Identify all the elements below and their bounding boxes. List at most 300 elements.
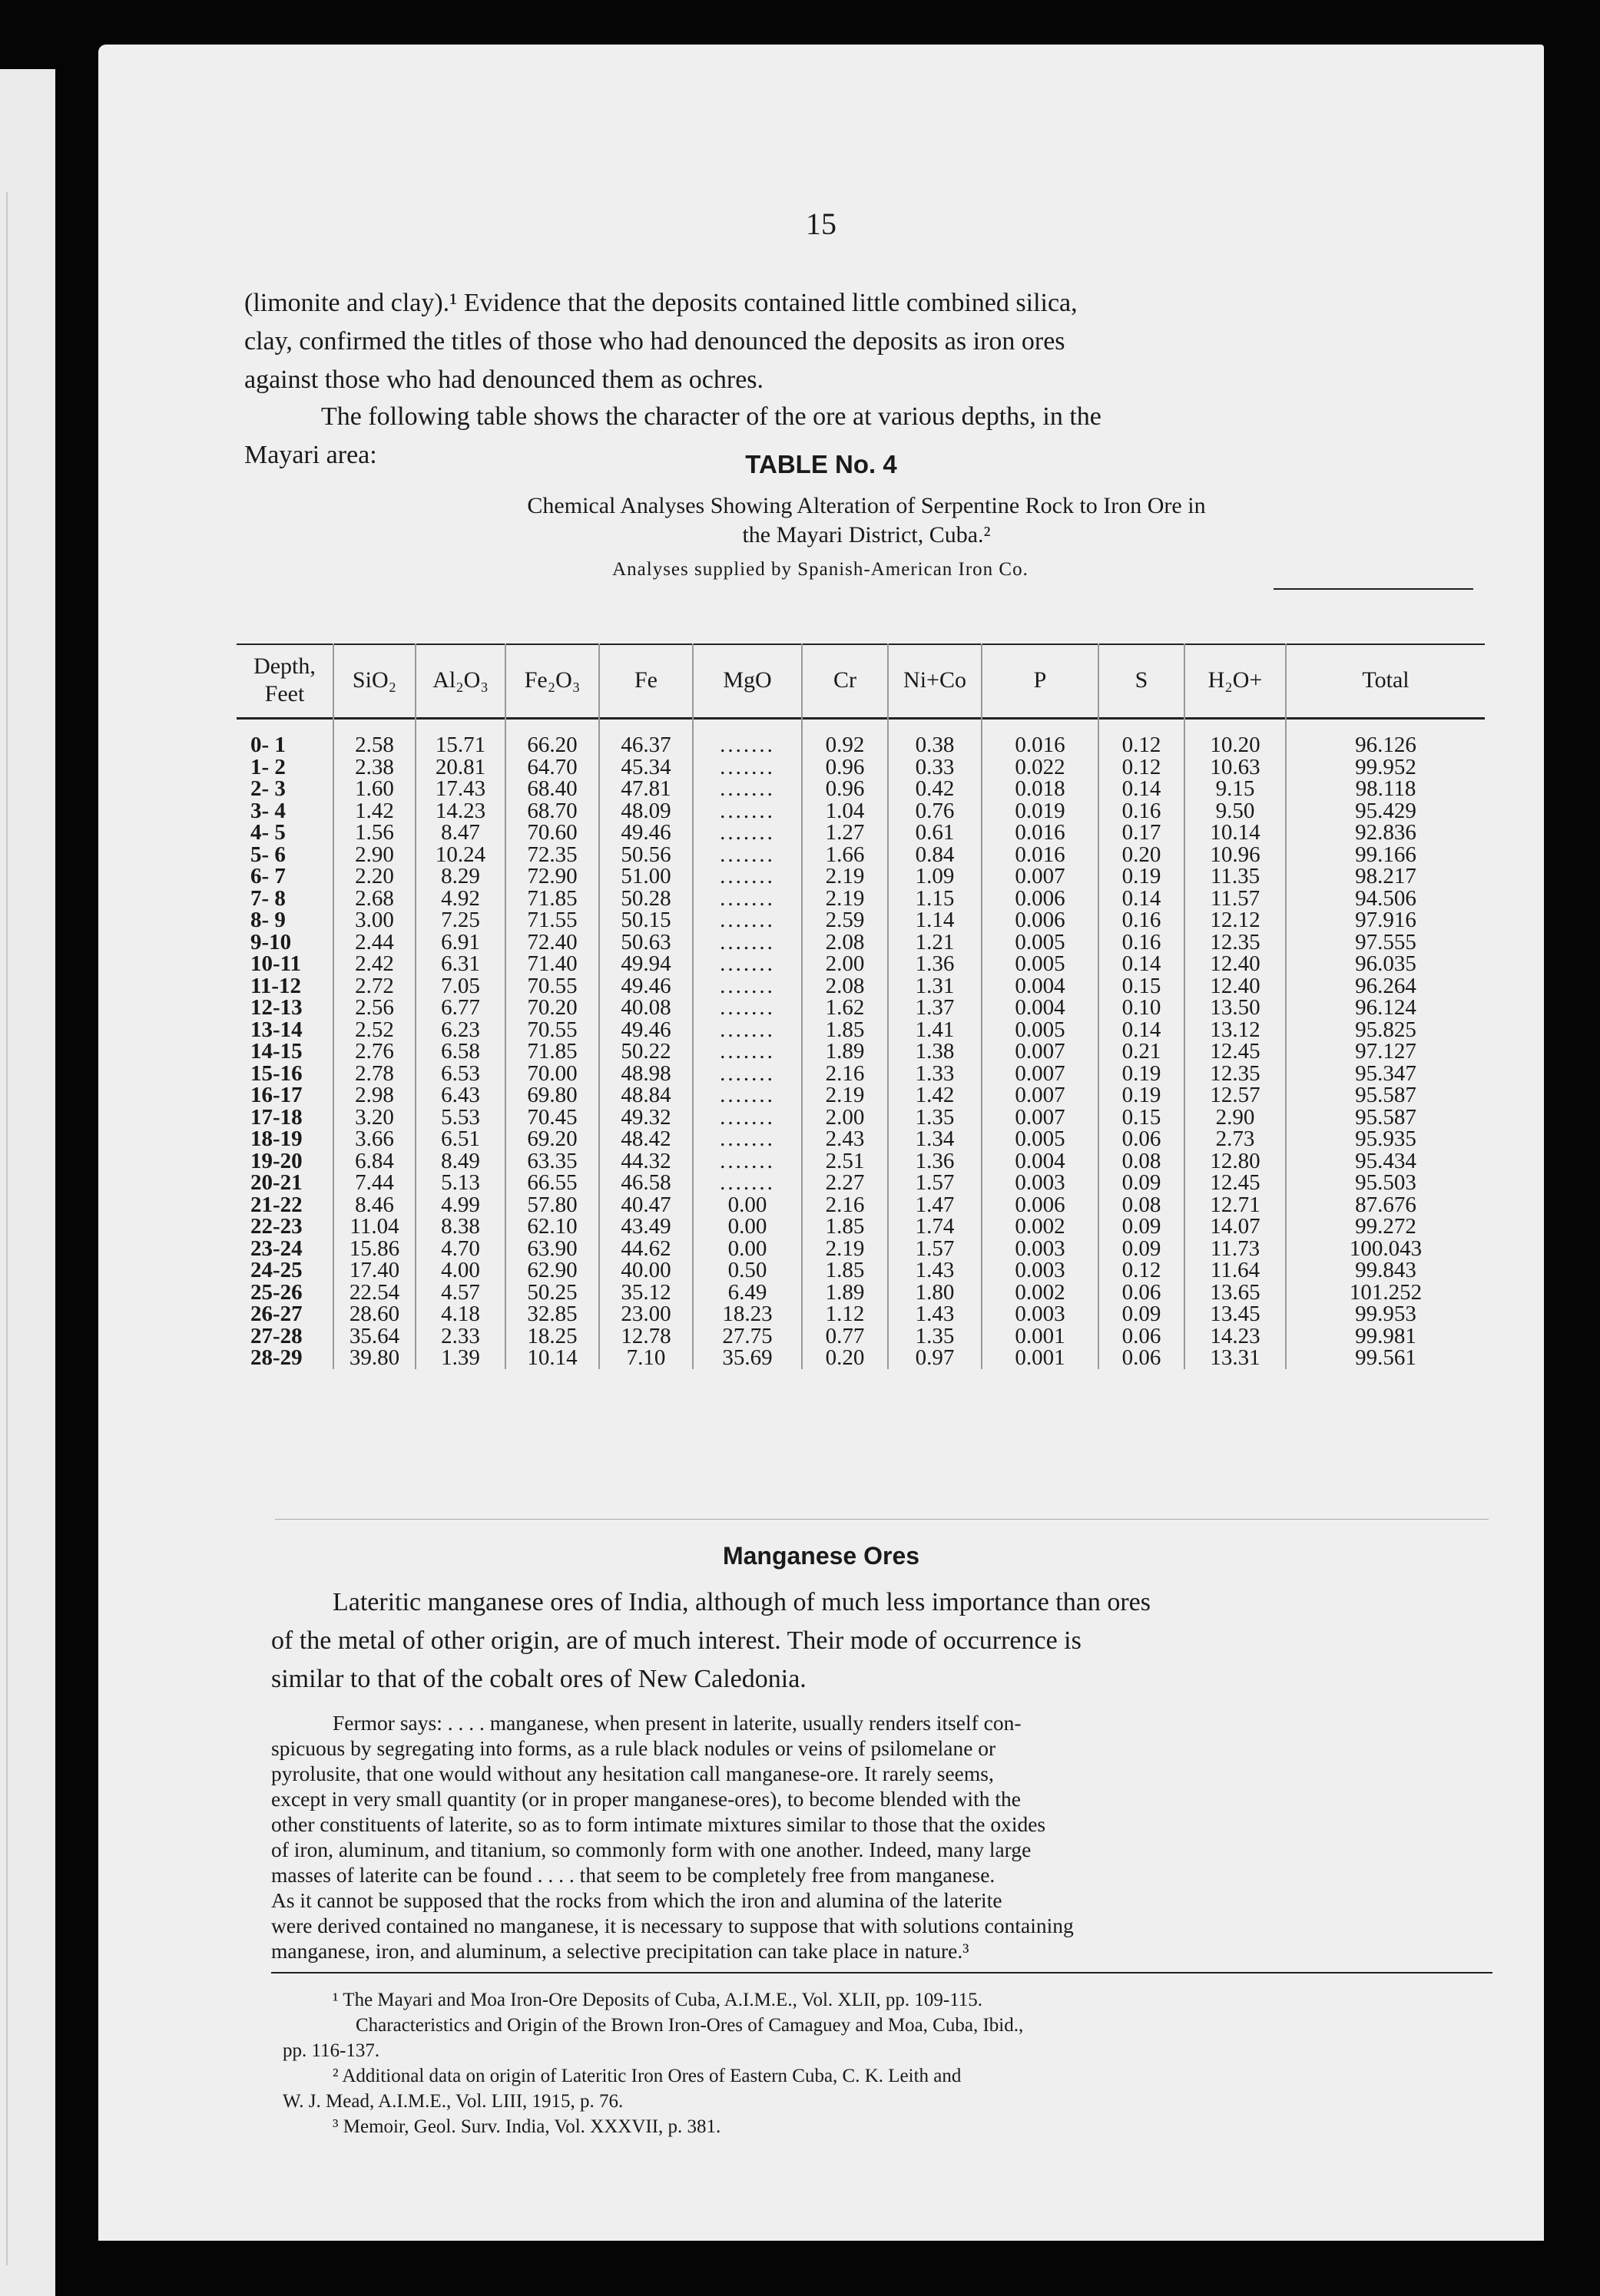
table-row xyxy=(237,975,1485,997)
col-header-p: P xyxy=(982,643,1098,717)
cell-nico: 1.34 xyxy=(888,1128,982,1150)
cell-p: 0.018 xyxy=(982,778,1098,800)
cell-cr: 2.19 xyxy=(802,865,888,888)
cell-depth: 25-26 xyxy=(250,1279,303,1305)
cell-mgo: ....... xyxy=(693,1040,802,1063)
cell-cr: 1.85 xyxy=(802,1259,888,1282)
cell-cr: 2.19 xyxy=(802,888,888,910)
cell-al2o3: 20.81 xyxy=(416,756,505,779)
cell-h2o: 9.50 xyxy=(1184,800,1286,822)
quote-line-5: other constituents of laterite, so as to form intimate mixtures similar to those that the oxides xyxy=(271,1812,1046,1836)
table-row xyxy=(237,888,1485,910)
cell-nico: 1.80 xyxy=(888,1282,982,1304)
cell-p: 0.022 xyxy=(982,756,1098,779)
cell-total: 99.981 xyxy=(1286,1325,1485,1348)
cell-s: 0.16 xyxy=(1098,931,1184,954)
cell-fe: 40.00 xyxy=(599,1259,693,1282)
cell-h2o: 10.20 xyxy=(1184,717,1286,756)
cell-fe: 47.81 xyxy=(599,778,693,800)
cell-sio2: 1.60 xyxy=(333,778,416,800)
cell-p: 0.019 xyxy=(982,800,1098,822)
cell-s: 0.06 xyxy=(1098,1282,1184,1304)
cell-s: 0.09 xyxy=(1098,1238,1184,1260)
cell-mgo: 0.00 xyxy=(693,1238,802,1260)
cell-nico: 1.57 xyxy=(888,1238,982,1260)
cell-al2o3: 15.71 xyxy=(416,717,505,756)
cell-h2o: 11.35 xyxy=(1184,865,1286,888)
table-row xyxy=(237,1172,1485,1194)
cell-mgo: ....... xyxy=(693,778,802,800)
table-row xyxy=(237,1259,1485,1282)
cell-total: 98.217 xyxy=(1286,865,1485,888)
cell-nico: 1.21 xyxy=(888,931,982,954)
table-row xyxy=(237,844,1485,866)
quote-line-1: Fermor says: . . . . manganese, when present in laterite, usually renders itself con- xyxy=(333,1711,1022,1735)
intro-line-2: clay, confirmed the titles of those who had denounced the deposits as iron ores xyxy=(244,327,1065,356)
cell-h2o: 12.45 xyxy=(1184,1172,1286,1194)
table-row xyxy=(237,931,1485,954)
cell-total: 98.118 xyxy=(1286,778,1485,800)
cell-cr: 2.08 xyxy=(802,931,888,954)
cell-nico: 1.37 xyxy=(888,997,982,1019)
cell-total: 94.506 xyxy=(1286,888,1485,910)
cell-fe2o3: 63.90 xyxy=(505,1238,599,1260)
cell-s: 0.06 xyxy=(1098,1325,1184,1348)
table-row xyxy=(237,997,1485,1019)
cell-fe2o3: 10.14 xyxy=(505,1347,599,1369)
cell-fe: 43.49 xyxy=(599,1216,693,1238)
cell-sio2: 3.66 xyxy=(333,1128,416,1150)
cell-s: 0.12 xyxy=(1098,756,1184,779)
section-para-line-3: similar to that of the cobalt ores of New Caledonia. xyxy=(271,1665,807,1693)
cell-fe2o3: 70.55 xyxy=(505,975,599,997)
cell-mgo: ....... xyxy=(693,1128,802,1150)
cell-fe2o3: 50.25 xyxy=(505,1282,599,1304)
cell-p: 0.007 xyxy=(982,1084,1098,1107)
cell-al2o3: 7.25 xyxy=(416,909,505,931)
cell-sio2: 11.04 xyxy=(333,1216,416,1238)
table-row xyxy=(237,1194,1485,1216)
cell-mgo: ....... xyxy=(693,1084,802,1107)
col-header-total: Total xyxy=(1286,643,1485,717)
cell-nico: 0.42 xyxy=(888,778,982,800)
footnote-rule xyxy=(271,1972,1492,1973)
cell-al2o3: 6.23 xyxy=(416,1019,505,1041)
cell-p: 0.003 xyxy=(982,1303,1098,1325)
cell-p: 0.005 xyxy=(982,1019,1098,1041)
cell-s: 0.15 xyxy=(1098,975,1184,997)
source-rule xyxy=(1274,588,1473,590)
cell-s: 0.14 xyxy=(1098,888,1184,910)
cell-mgo: 18.23 xyxy=(693,1303,802,1325)
cell-cr: 0.77 xyxy=(802,1325,888,1348)
cell-al2o3: 4.99 xyxy=(416,1194,505,1216)
table-row xyxy=(237,1216,1485,1238)
cell-sio2: 2.42 xyxy=(333,953,416,975)
cell-h2o: 11.57 xyxy=(1184,888,1286,910)
cell-fe2o3: 72.35 xyxy=(505,844,599,866)
cell-al2o3: 4.00 xyxy=(416,1259,505,1282)
cell-fe2o3: 18.25 xyxy=(505,1325,599,1348)
table-row xyxy=(237,717,1485,756)
cell-fe2o3: 72.90 xyxy=(505,865,599,888)
cell-total: 87.676 xyxy=(1286,1194,1485,1216)
cell-fe2o3: 69.80 xyxy=(505,1084,599,1107)
cell-depth: 17-18 xyxy=(250,1104,303,1130)
cell-fe2o3: 70.45 xyxy=(505,1107,599,1129)
cell-depth: 8- 9 xyxy=(250,908,286,932)
cell-depth: 14-15 xyxy=(250,1039,303,1064)
table-row xyxy=(237,909,1485,931)
cell-mgo: 6.49 xyxy=(693,1282,802,1304)
quote-line-10: manganese, iron, and aluminum, a selective precipitation can take place in nature.³ xyxy=(271,1939,969,1963)
cell-total: 97.916 xyxy=(1286,909,1485,931)
cell-nico: 1.74 xyxy=(888,1216,982,1238)
cell-p: 0.007 xyxy=(982,1063,1098,1085)
cell-sio2: 2.78 xyxy=(333,1063,416,1085)
cell-total: 92.836 xyxy=(1286,822,1485,844)
cell-s: 0.15 xyxy=(1098,1107,1184,1129)
table-body xyxy=(237,717,1485,1369)
cell-cr: 2.59 xyxy=(802,909,888,931)
cell-al2o3: 7.05 xyxy=(416,975,505,997)
cell-fe: 48.42 xyxy=(599,1128,693,1150)
cell-depth: 22-23 xyxy=(250,1214,303,1239)
cell-mgo: ....... xyxy=(693,1019,802,1041)
cell-s: 0.14 xyxy=(1098,778,1184,800)
cell-h2o: 2.73 xyxy=(1184,1128,1286,1150)
cell-fe2o3: 70.60 xyxy=(505,822,599,844)
cell-fe2o3: 66.20 xyxy=(505,717,599,756)
cell-total: 99.952 xyxy=(1286,756,1485,779)
cell-mgo: ....... xyxy=(693,1150,802,1173)
cell-s: 0.19 xyxy=(1098,1084,1184,1107)
cell-nico: 1.43 xyxy=(888,1259,982,1282)
col-header-cr: Cr xyxy=(802,643,888,717)
cell-al2o3: 6.43 xyxy=(416,1084,505,1107)
cell-fe2o3: 64.70 xyxy=(505,756,599,779)
cell-fe2o3: 70.55 xyxy=(505,1019,599,1041)
cell-fe2o3: 32.85 xyxy=(505,1303,599,1325)
intro-line-3: against those who had denounced them as ochres. xyxy=(244,366,764,394)
cell-fe2o3: 70.00 xyxy=(505,1063,599,1085)
cell-s: 0.09 xyxy=(1098,1216,1184,1238)
cell-fe2o3: 70.20 xyxy=(505,997,599,1019)
cell-h2o: 9.15 xyxy=(1184,778,1286,800)
cell-nico: 0.76 xyxy=(888,800,982,822)
cell-total: 95.587 xyxy=(1286,1107,1485,1129)
cell-h2o: 12.45 xyxy=(1184,1040,1286,1063)
footnote-1-line-2: Characteristics and Origin of the Brown Iron-Ores of Camaguey and Moa, Cuba, Ibid., xyxy=(356,2015,1024,2036)
cell-sio2: 39.80 xyxy=(333,1347,416,1369)
cell-fe2o3: 68.70 xyxy=(505,800,599,822)
cell-s: 0.12 xyxy=(1098,717,1184,756)
cell-sio2: 2.72 xyxy=(333,975,416,997)
cell-nico: 1.33 xyxy=(888,1063,982,1085)
table-caption-line-1: Chemical Analyses Showing Alteration of Serpentine Rock to Iron Ore in xyxy=(527,493,1206,518)
cell-fe: 50.28 xyxy=(599,888,693,910)
footnote-1-line-1: ¹ The Mayari and Moa Iron-Ore Deposits of Cuba, A.I.M.E., Vol. XLII, pp. 109-115. xyxy=(333,1990,983,2010)
cell-sio2: 3.20 xyxy=(333,1107,416,1129)
cell-h2o: 11.73 xyxy=(1184,1238,1286,1260)
cell-fe2o3: 71.40 xyxy=(505,953,599,975)
cell-nico: 0.38 xyxy=(888,717,982,756)
cell-depth: 11-12 xyxy=(250,973,302,998)
cell-depth: 16-17 xyxy=(250,1083,303,1107)
cell-nico: 1.36 xyxy=(888,953,982,975)
cell-depth: 0- 1 xyxy=(250,733,286,757)
footnote-2-line-1: ² Additional data on origin of Lateritic Iron Ores of Eastern Cuba, C. K. Leith and xyxy=(333,2066,962,2086)
cell-sio2: 3.00 xyxy=(333,909,416,931)
table-row xyxy=(237,1325,1485,1348)
quote-line-2: spicuous by segregating into forms, as a rule black nodules or veins of psilomelane or xyxy=(271,1736,996,1760)
table-row xyxy=(237,1150,1485,1173)
cell-total: 97.555 xyxy=(1286,931,1485,954)
cell-fe: 46.58 xyxy=(599,1172,693,1194)
cell-h2o: 12.35 xyxy=(1184,1063,1286,1085)
cell-cr: 1.85 xyxy=(802,1216,888,1238)
cell-p: 0.003 xyxy=(982,1259,1098,1282)
cell-total: 95.825 xyxy=(1286,1019,1485,1041)
table-row xyxy=(237,1347,1485,1369)
table-row xyxy=(237,1238,1485,1260)
cell-p: 0.016 xyxy=(982,844,1098,866)
col-header-fe2o3: Fe₂O₃ xyxy=(505,643,599,717)
cell-cr: 2.08 xyxy=(802,975,888,997)
page-number: 15 xyxy=(806,207,836,241)
cell-p: 0.002 xyxy=(982,1216,1098,1238)
cell-cr: 2.19 xyxy=(802,1084,888,1107)
cell-total: 99.953 xyxy=(1286,1303,1485,1325)
cell-fe: 48.09 xyxy=(599,800,693,822)
cell-depth: 21-22 xyxy=(250,1192,303,1217)
intro-line-5: Mayari area: xyxy=(244,441,377,469)
cell-s: 0.21 xyxy=(1098,1040,1184,1063)
cell-sio2: 22.54 xyxy=(333,1282,416,1304)
cell-cr: 2.00 xyxy=(802,953,888,975)
cell-al2o3: 8.47 xyxy=(416,822,505,844)
cell-cr: 1.12 xyxy=(802,1303,888,1325)
col-header-mgo: MgO xyxy=(693,643,802,717)
cell-h2o: 13.65 xyxy=(1184,1282,1286,1304)
cell-fe2o3: 57.80 xyxy=(505,1194,599,1216)
cell-p: 0.001 xyxy=(982,1347,1098,1369)
cell-mgo: ....... xyxy=(693,1107,802,1129)
cell-cr: 2.27 xyxy=(802,1172,888,1194)
cell-cr: 1.62 xyxy=(802,997,888,1019)
cell-s: 0.06 xyxy=(1098,1347,1184,1369)
cell-al2o3: 8.29 xyxy=(416,865,505,888)
cell-fe2o3: 66.55 xyxy=(505,1172,599,1194)
table-row xyxy=(237,800,1485,822)
cell-total: 96.035 xyxy=(1286,953,1485,975)
cell-sio2: 2.68 xyxy=(333,888,416,910)
cell-fe2o3: 63.35 xyxy=(505,1150,599,1173)
cell-h2o: 14.23 xyxy=(1184,1325,1286,1348)
cell-sio2: 2.98 xyxy=(333,1084,416,1107)
cell-depth: 19-20 xyxy=(250,1148,303,1173)
cell-s: 0.19 xyxy=(1098,865,1184,888)
cell-al2o3: 6.91 xyxy=(416,931,505,954)
cell-mgo: 0.00 xyxy=(693,1194,802,1216)
table-row xyxy=(237,756,1485,779)
cell-depth: 18-19 xyxy=(250,1126,303,1151)
cell-fe: 23.00 xyxy=(599,1303,693,1325)
col-header-nico: Ni+Co xyxy=(888,643,982,717)
cell-depth: 20-21 xyxy=(250,1170,303,1195)
cell-al2o3: 10.24 xyxy=(416,844,505,866)
cell-fe: 49.46 xyxy=(599,822,693,844)
cell-p: 0.016 xyxy=(982,717,1098,756)
cell-s: 0.16 xyxy=(1098,800,1184,822)
cell-cr: 2.51 xyxy=(802,1150,888,1173)
cell-nico: 1.41 xyxy=(888,1019,982,1041)
cell-depth: 1- 2 xyxy=(250,754,286,779)
quote-line-3: pyrolusite, that one would without any hesitation call manganese-ore. It rarely seems, xyxy=(271,1762,994,1785)
cell-cr: 2.00 xyxy=(802,1107,888,1129)
section-divider xyxy=(275,1519,1489,1520)
cell-mgo: ....... xyxy=(693,717,802,756)
cell-mgo: ....... xyxy=(693,756,802,779)
cell-depth: 23-24 xyxy=(250,1236,303,1261)
table-row xyxy=(237,1128,1485,1150)
cell-sio2: 15.86 xyxy=(333,1238,416,1260)
cell-total: 99.272 xyxy=(1286,1216,1485,1238)
cell-p: 0.005 xyxy=(982,953,1098,975)
cell-total: 99.843 xyxy=(1286,1259,1485,1282)
cell-al2o3: 5.13 xyxy=(416,1172,505,1194)
cell-fe: 49.46 xyxy=(599,1019,693,1041)
cell-p: 0.004 xyxy=(982,997,1098,1019)
cell-total: 95.429 xyxy=(1286,800,1485,822)
cell-sio2: 2.52 xyxy=(333,1019,416,1041)
cell-nico: 0.97 xyxy=(888,1347,982,1369)
cell-cr: 0.96 xyxy=(802,778,888,800)
cell-cr: 1.66 xyxy=(802,844,888,866)
cell-cr: 2.43 xyxy=(802,1128,888,1150)
table-caption-line-2: the Mayari District, Cuba.² xyxy=(742,522,991,548)
cell-nico: 1.35 xyxy=(888,1107,982,1129)
table-row xyxy=(237,865,1485,888)
cell-p: 0.004 xyxy=(982,975,1098,997)
cell-sio2: 2.90 xyxy=(333,844,416,866)
cell-h2o: 12.40 xyxy=(1184,975,1286,997)
cell-total: 100.043 xyxy=(1286,1238,1485,1260)
cell-p: 0.004 xyxy=(982,1150,1098,1173)
cell-fe: 50.56 xyxy=(599,844,693,866)
cell-sio2: 2.38 xyxy=(333,756,416,779)
cell-s: 0.08 xyxy=(1098,1194,1184,1216)
cell-p: 0.005 xyxy=(982,1128,1098,1150)
cell-al2o3: 6.77 xyxy=(416,997,505,1019)
cell-cr: 1.85 xyxy=(802,1019,888,1041)
cell-depth: 10-11 xyxy=(250,951,302,976)
cell-fe2o3: 71.85 xyxy=(505,888,599,910)
cell-h2o: 12.35 xyxy=(1184,931,1286,954)
cell-cr: 2.16 xyxy=(802,1063,888,1085)
cell-cr: 2.19 xyxy=(802,1238,888,1260)
cell-fe: 49.94 xyxy=(599,953,693,975)
cell-depth: 15-16 xyxy=(250,1060,303,1086)
cell-p: 0.007 xyxy=(982,1107,1098,1129)
cell-depth: 13-14 xyxy=(250,1017,303,1042)
cell-sio2: 2.76 xyxy=(333,1040,416,1063)
quote-line-4: except in very small quantity (or in proper manganese-ores), to become blended with the xyxy=(271,1787,1021,1811)
cell-nico: 1.15 xyxy=(888,888,982,910)
cell-al2o3: 17.43 xyxy=(416,778,505,800)
col-header-s: S xyxy=(1098,643,1184,717)
table-row xyxy=(237,1107,1485,1129)
col-header-sio2: SiO₂ xyxy=(333,643,416,717)
cell-depth: 3- 4 xyxy=(250,798,286,823)
cell-mgo: ....... xyxy=(693,888,802,910)
cell-fe: 44.32 xyxy=(599,1150,693,1173)
cell-fe: 50.15 xyxy=(599,909,693,931)
table-row xyxy=(237,1084,1485,1107)
cell-sio2: 6.84 xyxy=(333,1150,416,1173)
cell-sio2: 2.44 xyxy=(333,931,416,954)
cell-mgo: 0.00 xyxy=(693,1216,802,1238)
cell-fe2o3: 62.90 xyxy=(505,1259,599,1282)
table-row xyxy=(237,1303,1485,1325)
cell-sio2: 28.60 xyxy=(333,1303,416,1325)
cell-s: 0.20 xyxy=(1098,844,1184,866)
cell-al2o3: 1.39 xyxy=(416,1347,505,1369)
cell-h2o: 13.45 xyxy=(1184,1303,1286,1325)
cell-p: 0.006 xyxy=(982,1194,1098,1216)
cell-fe: 12.78 xyxy=(599,1325,693,1348)
cell-al2o3: 2.33 xyxy=(416,1325,505,1348)
cell-depth: 26-27 xyxy=(250,1302,303,1326)
cell-fe2o3: 71.55 xyxy=(505,909,599,931)
cell-nico: 1.14 xyxy=(888,909,982,931)
quote-line-7: masses of laterite can be found . . . . that seem to be completely free from manganese. xyxy=(271,1863,995,1887)
cell-total: 95.503 xyxy=(1286,1172,1485,1194)
facing-page-margin-line xyxy=(6,192,8,2265)
intro-line-1: (limonite and clay).¹ Evidence that the deposits contained little combined silica, xyxy=(244,289,1078,317)
cell-sio2: 7.44 xyxy=(333,1172,416,1194)
cell-h2o: 12.80 xyxy=(1184,1150,1286,1173)
cell-mgo: ....... xyxy=(693,1063,802,1085)
cell-s: 0.06 xyxy=(1098,1128,1184,1150)
table-header-row xyxy=(237,643,1485,717)
cell-depth: 12-13 xyxy=(250,995,303,1020)
cell-mgo: 0.50 xyxy=(693,1259,802,1282)
cell-depth: 9-10 xyxy=(250,929,292,954)
cell-nico: 1.36 xyxy=(888,1150,982,1173)
cell-al2o3: 8.38 xyxy=(416,1216,505,1238)
cell-mgo: 27.75 xyxy=(693,1325,802,1348)
table-row xyxy=(237,1282,1485,1304)
cell-h2o: 12.71 xyxy=(1184,1194,1286,1216)
cell-fe: 48.98 xyxy=(599,1063,693,1085)
cell-al2o3: 6.31 xyxy=(416,953,505,975)
cell-h2o: 12.12 xyxy=(1184,909,1286,931)
cell-depth: 27-28 xyxy=(250,1323,303,1348)
col-header-fe: Fe xyxy=(599,643,693,717)
table-row xyxy=(237,1019,1485,1041)
cell-total: 96.264 xyxy=(1286,975,1485,997)
cell-h2o: 10.96 xyxy=(1184,844,1286,866)
cell-fe2o3: 71.85 xyxy=(505,1040,599,1063)
cell-mgo: ....... xyxy=(693,865,802,888)
table-title: TABLE No. 4 xyxy=(745,450,897,478)
cell-cr: 1.89 xyxy=(802,1282,888,1304)
cell-al2o3: 6.58 xyxy=(416,1040,505,1063)
cell-mgo: ....... xyxy=(693,931,802,954)
col-header-depth: Depth, Feet xyxy=(253,653,316,706)
cell-total: 99.561 xyxy=(1286,1347,1485,1369)
